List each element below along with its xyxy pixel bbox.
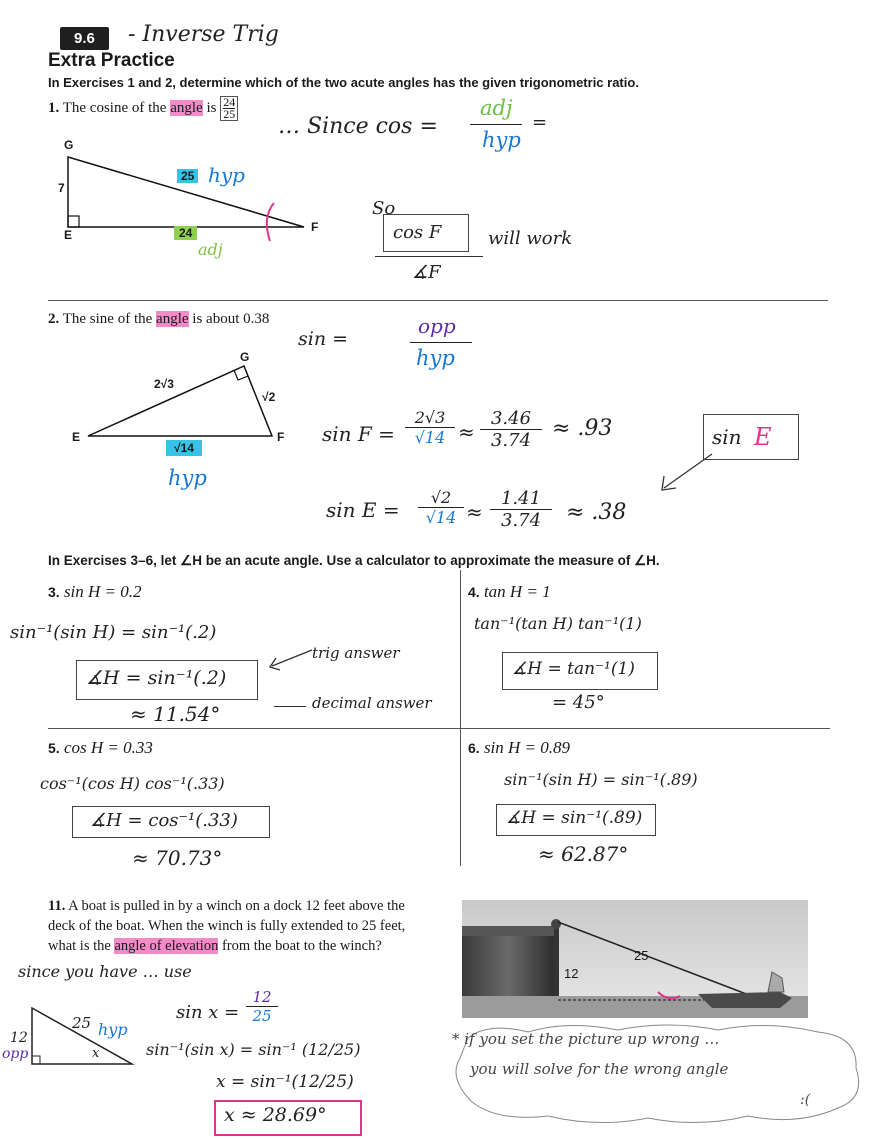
since-cos-note: … Since cos = [278,114,438,139]
exercise-number: 3. [48,584,60,600]
answer-cos-f: cos F [393,222,442,243]
exercise-text: from the boat to the winch? [218,938,382,954]
ex5-answer: ∡H = cos⁻¹(.33) [90,810,238,831]
sin-f-fraction: 2√3 √14 [405,408,455,447]
highlight-angle: angle [156,311,189,327]
tri-angle-x: x [92,1046,100,1061]
ex6-answer: ∡H = sin⁻¹(.89) [506,808,643,828]
arrow-to-answer [266,644,316,674]
ex11-answer: x ≈ 28.69° [224,1104,327,1126]
adj-numerator: adj [480,96,513,120]
ex3-result: ≈ 11.54° [130,702,221,726]
exercise-number: 11. [48,898,66,914]
fraction-24-25: $\frac{24}{25}$ [220,96,238,121]
vertex-e: E [64,228,73,242]
exercise-11-prompt [48,896,405,956]
ex4-result: = 45° [552,692,605,713]
triangle-efg-2 [80,360,300,450]
exercise-number: 1. [48,99,60,116]
exercise-text: The cosine of the [62,99,171,116]
exercise-text: deck of the boat. When the winch is fully extended to 25 feet, [48,918,406,934]
page-title: Extra Practice [48,50,175,71]
exercise-2-prompt [48,311,269,328]
exercise-text: is [202,99,217,116]
will-work-note: will work [488,228,573,249]
exercise-4-prompt [468,582,551,602]
angle-f-note: ∡F [412,262,441,283]
hyp-denominator: hyp [482,128,521,152]
exercise-problem: cos H = 0.33 [63,738,153,757]
ex11-sinx: sin x = [176,1002,240,1023]
approx-sign: ≈ [458,420,475,444]
side-eg: 2√3 [154,377,174,391]
tri-opp: opp [2,1046,29,1062]
exercise-number: 4. [468,584,480,600]
exercise-5-prompt [48,738,153,758]
exercise-3-prompt [48,582,142,602]
ex3-note-decimal: decimal answer [312,694,432,712]
ex11-since-note: since you have … use [18,962,192,981]
answer-letter-e: E [754,423,772,451]
cloud-note-line2: you will solve for the wrong angle [470,1060,729,1078]
ex5-work: cos⁻¹(cos H) cos⁻¹(.33) [40,774,225,793]
tri-side-25: 25 [72,1014,92,1032]
ex6-work: sin⁻¹(sin H) = sin⁻¹(.89) [504,770,698,789]
grid-vertical [460,570,461,866]
exercise-text: A boat is pulled in by a winch on a dock 12 feet above the [68,898,405,914]
fraction-bar [470,124,522,125]
sin-f-result: ≈ .93 [552,416,613,441]
vertex-g: G [240,350,250,364]
ex3-answer: ∡H = sin⁻¹(.2) [86,667,227,689]
highlight-angle-of-elevation: angle of elevation [114,938,219,954]
divider [48,300,828,301]
cloud-note-line1: * if you set the picture up wrong … [452,1030,720,1048]
ex11-fraction: 12 25 [246,988,278,1025]
hyp-denominator: hyp [416,346,455,370]
exercise-number: 6. [468,740,480,756]
side-ef: √14 [166,440,202,456]
exercise-number: 2. [48,311,60,327]
side-ef: 24 [174,226,197,240]
tri-hyp: hyp [98,1020,128,1039]
answer-sin: sin [712,425,742,449]
side-gf: √2 [262,390,276,404]
exercise-1-prompt [48,96,238,121]
ex3-note-trig: trig answer [312,644,400,662]
triangle-efg-1 [50,135,340,265]
sin-def-note: sin = [298,328,349,350]
frown-face: :( [800,1092,811,1108]
instructions-1-2: In Exercises 1 and 2, determine which of the two acute angles has the given trigonometric ratio. [48,75,639,90]
vertex-e: E [72,430,81,444]
ex11-step2: sin⁻¹(sin x) = sin⁻¹ (12/25) [146,1040,361,1059]
vertex-f: F [311,220,319,234]
exercise-6-prompt [468,738,570,758]
equals-sign: = [532,112,548,133]
ex3-work: sin⁻¹(sin H) = sin⁻¹(.2) [10,622,217,643]
arrow-to-sin-e [650,450,720,495]
ex6-result: ≈ 62.87° [538,842,629,866]
photo-label-12: 12 [564,966,579,981]
adj-label: adj [198,240,223,259]
section-badge: 9.6 [60,27,109,50]
hyp-label: hyp [208,163,245,187]
instructions-3-6: In Exercises 3–6, let ∠H be an acute angle. Use a calculator to approximate the measure of ∠H. [48,553,660,568]
approx-sign: ≈ [466,500,483,524]
exercise-text: what is the [48,938,115,954]
tri-side-12: 12 [10,1030,28,1046]
exercise-text: is about 0.38 [188,311,270,327]
side-gf: 25 [177,169,198,183]
sin-e-fraction: √2 √14 [418,488,464,527]
vertex-f: F [277,430,285,444]
opp-numerator: opp [418,314,456,338]
highlight-angle: angle [170,99,203,116]
sin-f-label: sin F = [322,422,395,446]
ex5-result: ≈ 70.73° [132,846,223,870]
ex4-work: tan⁻¹(tan H) tan⁻¹(1) [474,614,642,633]
decimal-pointer [274,706,306,707]
grid-horizontal [48,728,830,729]
side-ge: 7 [58,181,65,195]
sin-e-result: ≈ .38 [566,500,627,525]
sin-e-label: sin E = [326,498,400,522]
sin-e-decimal: 1.41 3.74 [490,488,552,531]
handwritten-title: - Inverse Trig [128,22,279,47]
ex11-step3: x = sin⁻¹(12/25) [216,1072,354,1092]
answer-underline [375,256,483,257]
fraction-bar [410,342,472,343]
hyp-label: hyp [168,466,207,490]
exercise-problem: sin H = 0.2 [63,582,142,601]
exercise-text: The sine of the [62,311,157,327]
so-note: So [372,198,396,219]
exercise-problem: tan H = 1 [483,582,551,601]
exercise-problem: sin H = 0.89 [483,738,571,757]
ex4-answer: ∡H = tan⁻¹(1) [512,659,635,679]
sin-f-decimal: 3.46 3.74 [480,408,542,451]
vertex-g: G [64,138,74,152]
photo-label-25: 25 [634,948,649,963]
exercise-number: 5. [48,740,60,756]
